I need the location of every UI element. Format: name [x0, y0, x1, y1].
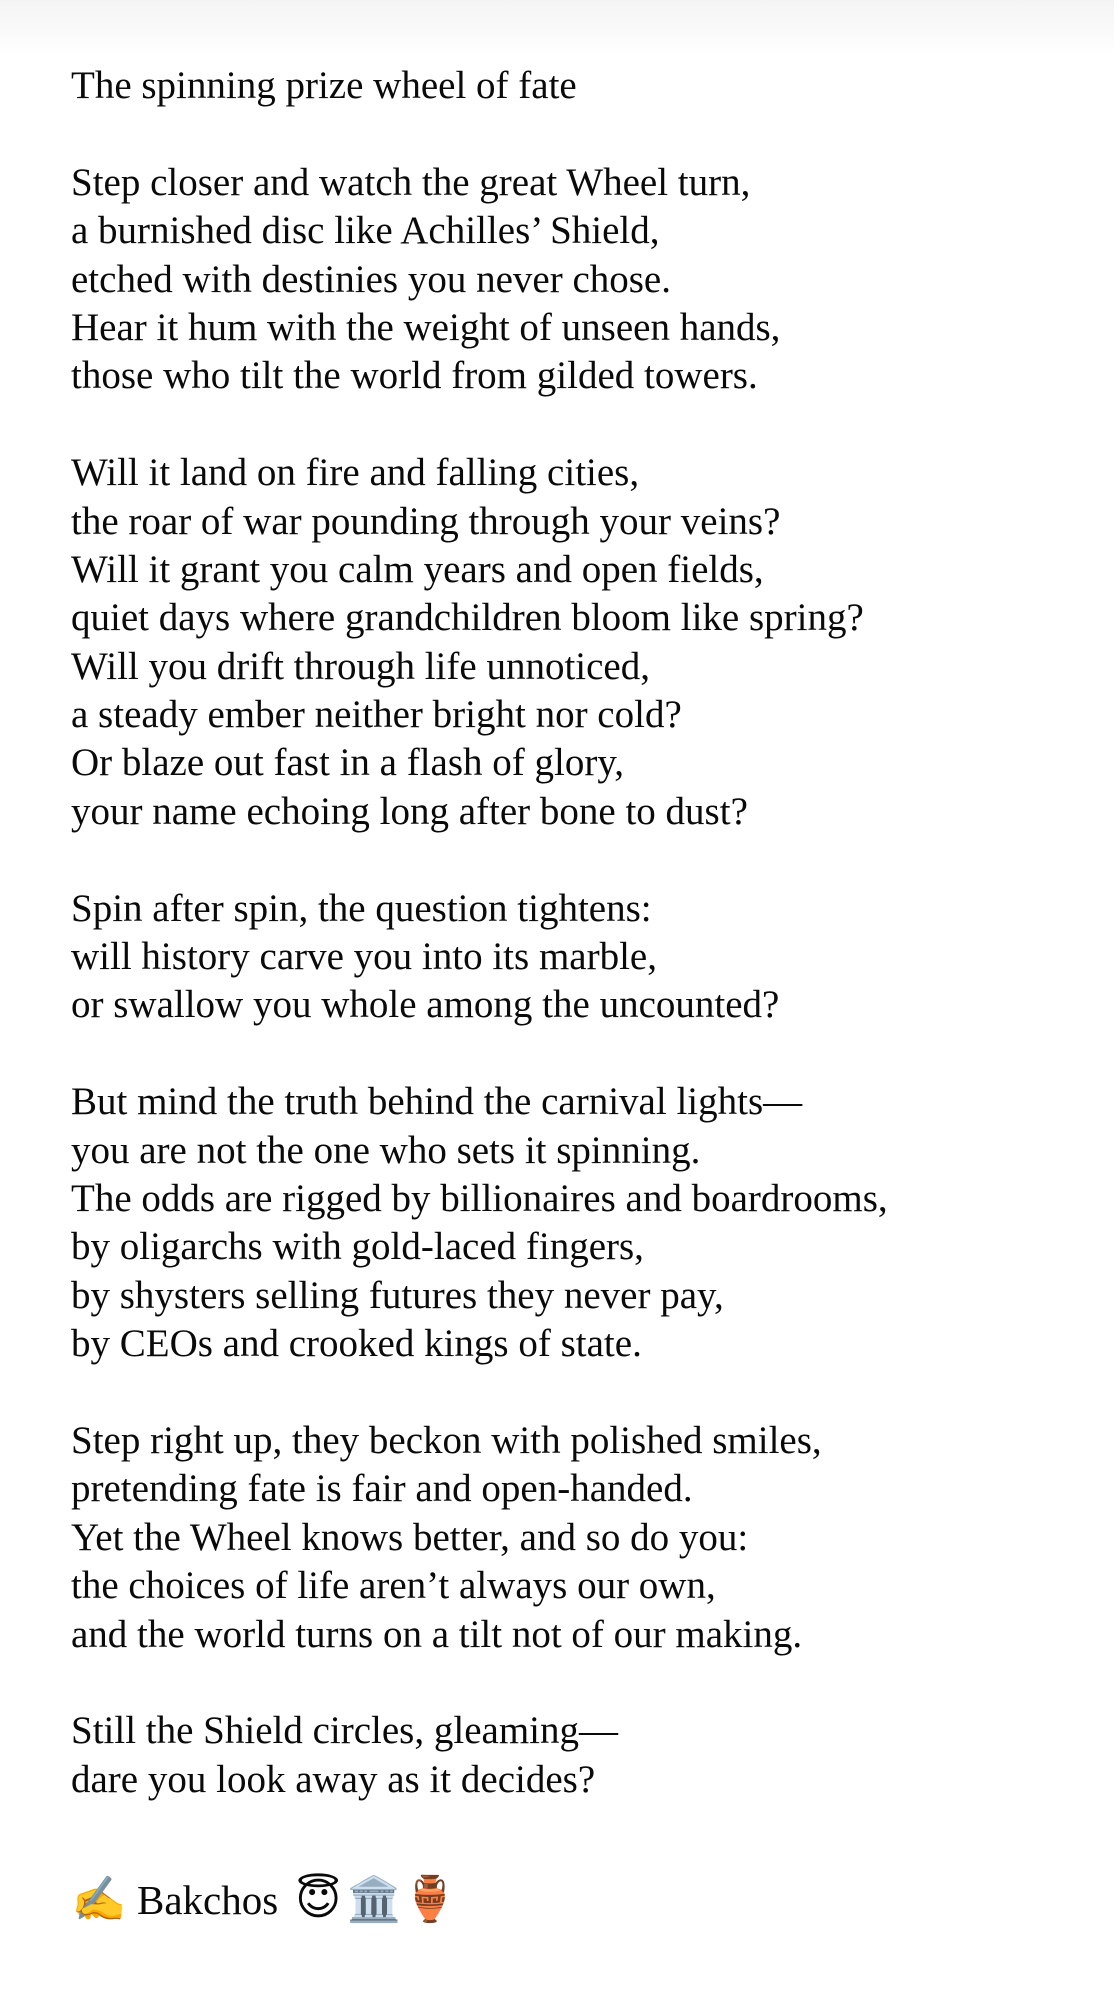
poem-line: The odds are rigged by billionaires and boardrooms,	[71, 1176, 888, 1220]
author-name: Bakchos	[137, 1877, 279, 1923]
poem-line: by shysters selling futures they never pay,	[71, 1273, 724, 1317]
poem-line: etched with destinies you never chose.	[71, 257, 671, 301]
stanza-4	[71, 1078, 1071, 1368]
smiling-face-with-halo-icon: 😇	[295, 1874, 342, 1925]
stanza-5	[71, 1417, 1071, 1659]
amphora-icon: 🏺	[402, 1874, 458, 1925]
top-shadow	[0, 0, 1114, 56]
stanza-6	[71, 1707, 1071, 1804]
poem-line: quiet days where grandchildren bloom like spring?	[71, 596, 864, 640]
poem-line: by oligarchs with gold-laced fingers,	[71, 1225, 644, 1269]
poem-line: dare you look away as it decides?	[71, 1757, 596, 1801]
poem-line: Step closer and watch the great Wheel turn,	[71, 160, 751, 204]
poem-line: your name echoing long after bone to dust?	[71, 789, 748, 833]
classical-building-icon: 🏛️	[346, 1874, 402, 1925]
poem-line: will history carve you into its marble,	[71, 935, 657, 979]
poem-line: those who tilt the world from gilded towers.	[71, 354, 758, 398]
poem-line: Will it land on fire and falling cities,	[71, 451, 640, 495]
poem-line: the choices of life aren’t always our own,	[71, 1564, 716, 1608]
poem	[71, 62, 1071, 1852]
poem-title: The spinning prize wheel of fate	[71, 64, 577, 107]
stanza-2	[71, 449, 1071, 836]
poem-line: Spin after spin, the question tightens:	[71, 886, 652, 930]
poem-line: But mind the truth behind the carnival lights—	[71, 1080, 803, 1124]
poem-line: pretending fate is fair and open-handed.	[71, 1467, 693, 1511]
stanza-1	[71, 159, 1071, 401]
poem-line: a burnished disc like Achilles’ Shield,	[71, 209, 660, 253]
poem-line: and the world turns on a tilt not of our making.	[71, 1612, 803, 1656]
poem-line: a steady ember neither bright nor cold?	[71, 693, 682, 737]
poem-line: Will you drift through life unnoticed,	[71, 644, 650, 688]
poem-line: Will it grant you calm years and open fields,	[71, 547, 764, 591]
poem-line: Still the Shield circles, gleaming—	[71, 1709, 618, 1753]
poem-line: Or blaze out fast in a flash of glory,	[71, 741, 625, 785]
signature	[71, 1868, 458, 1932]
poem-line: Hear it hum with the weight of unseen hands,	[71, 305, 781, 349]
poem-line: Yet the Wheel knows better, and so do you:	[71, 1515, 749, 1559]
poem-line: you are not the one who sets it spinning.	[71, 1128, 701, 1172]
poem-line: the roar of war pounding through your veins?	[71, 499, 781, 543]
poem-line: or swallow you whole among the uncounted?	[71, 983, 780, 1027]
writing-hand-icon: ✍️	[71, 1874, 127, 1925]
poem-line: Step right up, they beckon with polished smiles,	[71, 1418, 822, 1462]
poem-line: by CEOs and crooked kings of state.	[71, 1322, 642, 1366]
stanza-3	[71, 885, 1071, 1030]
